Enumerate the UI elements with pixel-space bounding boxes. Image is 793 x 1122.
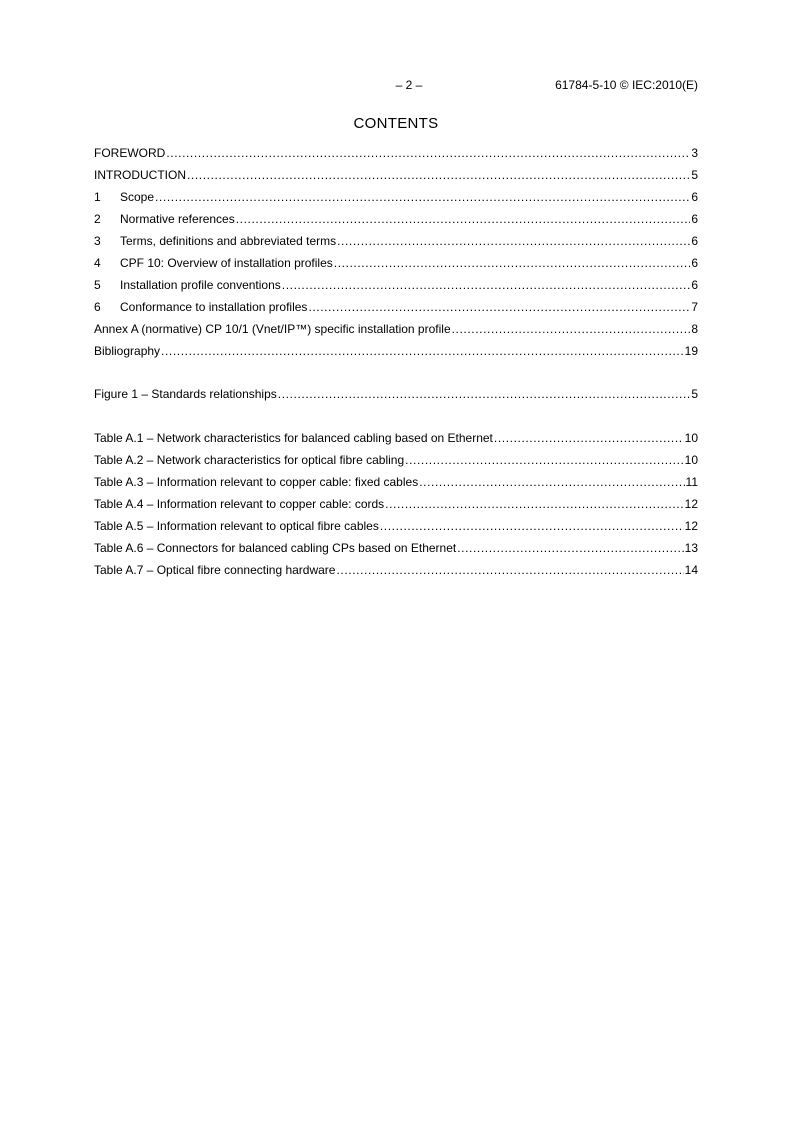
toc-entry-title: Table A.4 – Information relevant to copper cable: cords bbox=[94, 497, 385, 511]
toc-entry-table-a2[interactable] bbox=[94, 452, 698, 474]
toc-entry-conformance[interactable] bbox=[94, 299, 698, 321]
toc-figures-list bbox=[94, 386, 698, 408]
page-number: – 2 – bbox=[395, 78, 423, 92]
toc-entry-title: Normative references bbox=[120, 212, 235, 226]
toc-entry-table-a4[interactable] bbox=[94, 496, 698, 518]
toc-entry-cpf-overview[interactable] bbox=[94, 255, 698, 277]
toc-leader-dots bbox=[457, 540, 683, 556]
toc-leader-dots bbox=[419, 474, 684, 490]
toc-entry-title: FOREWORD bbox=[94, 146, 166, 160]
toc-leader-dots bbox=[337, 233, 690, 249]
toc-entry-title: Table A.3 – Information relevant to copper cable: fixed cables bbox=[94, 475, 419, 489]
toc-entry-page: 5 bbox=[691, 387, 698, 401]
toc-entry-title: Table A.2 – Network characteristics for optical fibre cabling bbox=[94, 453, 405, 467]
toc-leader-dots bbox=[278, 386, 691, 402]
toc-entry-title: Scope bbox=[120, 190, 155, 204]
toc-entry-terms-definitions[interactable] bbox=[94, 233, 698, 255]
toc-entry-title: Terms, definitions and abbreviated terms bbox=[120, 234, 337, 248]
toc-entry-number: 6 bbox=[94, 300, 101, 314]
toc-entry-page: 5 bbox=[691, 168, 698, 182]
toc-leader-dots bbox=[187, 167, 690, 183]
toc-entry-title: CPF 10: Overview of installation profiles bbox=[120, 256, 333, 270]
toc-entry-page: 12 bbox=[684, 497, 698, 511]
page-header bbox=[94, 78, 698, 94]
toc-entry-table-a3[interactable] bbox=[94, 474, 698, 496]
toc-entry-page: 6 bbox=[691, 256, 698, 270]
toc-tables-list bbox=[94, 430, 698, 584]
toc-entry-page: 6 bbox=[691, 190, 698, 204]
toc-entry-bibliography[interactable] bbox=[94, 343, 698, 365]
toc-entry-title: Table A.7 – Optical fibre connecting hardware bbox=[94, 563, 336, 577]
toc-leader-dots bbox=[385, 496, 683, 512]
toc-leader-dots bbox=[380, 518, 684, 534]
toc-entry-page: 14 bbox=[684, 563, 698, 577]
toc-entry-profile-conventions[interactable] bbox=[94, 277, 698, 299]
toc-entry-page: 11 bbox=[685, 475, 698, 489]
toc-entry-number: 1 bbox=[94, 190, 101, 204]
toc-entry-introduction[interactable] bbox=[94, 167, 698, 189]
toc-entry-title: INTRODUCTION bbox=[94, 168, 186, 182]
toc-entry-title: Bibliography bbox=[94, 344, 161, 358]
toc-entry-page: 19 bbox=[684, 344, 698, 358]
toc-entry-number: 4 bbox=[94, 256, 101, 270]
toc-entry-page: 10 bbox=[684, 453, 698, 467]
toc-leader-dots bbox=[334, 255, 691, 271]
toc-entry-page: 6 bbox=[691, 278, 698, 292]
toc-entry-title: Annex A (normative) CP 10/1 (Vnet/IP™) specific installation profile bbox=[94, 322, 451, 336]
toc-entry-page: 6 bbox=[691, 234, 698, 248]
toc-entry-number: 2 bbox=[94, 212, 101, 226]
toc-entry-title: Figure 1 – Standards relationships bbox=[94, 387, 277, 401]
toc-entry-title: Table A.5 – Information relevant to optical fibre cables bbox=[94, 519, 379, 533]
toc-entry-figure-1[interactable] bbox=[94, 386, 698, 408]
toc-entry-page: 7 bbox=[691, 300, 698, 314]
document-reference: 61784-5-10 © IEC:2010(E) bbox=[555, 78, 698, 92]
contents-title: CONTENTS bbox=[353, 115, 439, 132]
toc-entry-table-a6[interactable] bbox=[94, 540, 698, 562]
toc-leader-dots bbox=[166, 145, 690, 161]
toc-entry-title: Table A.1 – Network characteristics for balanced cabling based on Ethernet bbox=[94, 431, 493, 445]
toc-leader-dots bbox=[282, 277, 691, 293]
toc-entry-page: 10 bbox=[684, 431, 698, 445]
toc-entry-page: 8 bbox=[691, 322, 698, 336]
toc-entry-normative-references[interactable] bbox=[94, 211, 698, 233]
toc-entry-title: Table A.6 – Connectors for balanced cabling CPs based on Ethernet bbox=[94, 541, 457, 555]
toc-leader-dots bbox=[308, 299, 690, 315]
toc-leader-dots bbox=[494, 430, 684, 446]
toc-entry-title: Conformance to installation profiles bbox=[120, 300, 308, 314]
toc-entry-title: Installation profile conventions bbox=[120, 278, 281, 292]
toc-entry-page: 12 bbox=[684, 519, 698, 533]
toc-entry-table-a5[interactable] bbox=[94, 518, 698, 540]
toc-entry-page: 13 bbox=[684, 541, 698, 555]
toc-entry-foreword[interactable] bbox=[94, 145, 698, 167]
toc-entry-number: 3 bbox=[94, 234, 101, 248]
toc-leader-dots bbox=[161, 343, 684, 359]
toc-entry-scope[interactable] bbox=[94, 189, 698, 211]
toc-leader-dots bbox=[452, 321, 691, 337]
toc-leader-dots bbox=[336, 562, 683, 578]
toc-entry-page: 3 bbox=[691, 146, 698, 160]
toc-entry-number: 5 bbox=[94, 278, 101, 292]
toc-entry-page: 6 bbox=[691, 212, 698, 226]
toc-main-list bbox=[94, 145, 698, 365]
toc-entry-annex-a[interactable] bbox=[94, 321, 698, 343]
toc-leader-dots bbox=[405, 452, 683, 468]
toc-leader-dots bbox=[155, 189, 690, 205]
toc-entry-table-a7[interactable] bbox=[94, 562, 698, 584]
toc-leader-dots bbox=[236, 211, 691, 227]
toc-entry-table-a1[interactable] bbox=[94, 430, 698, 452]
